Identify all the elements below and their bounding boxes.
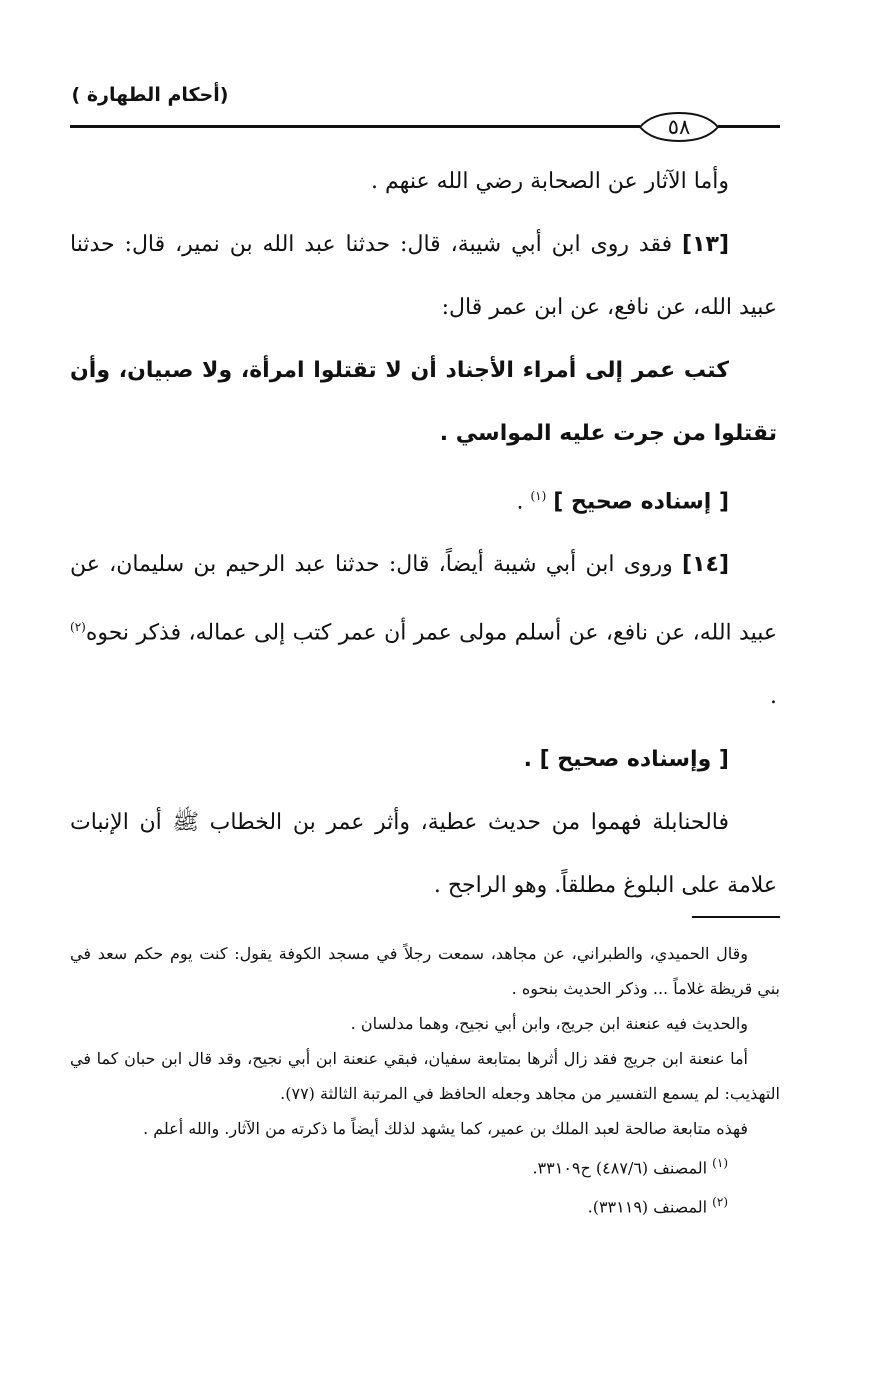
athar-number: [١٤] bbox=[682, 552, 729, 578]
footnote-continuation: أما عنعنة ابن جريج فقد زال أثرها بمتابعة سفيان، فبقي عنعنة ابن أبي نجيح، وقد قال ابن حبان كما في التهذيب: لم يسمع التفسير من مجاهد وجعله الحافظ في المرتبة الثالثة (٧٧). bbox=[70, 1049, 780, 1103]
athar-13-matn: كتب عمر إلى أمراء الأجناد أن لا تقتلوا امرأة، ولا صبيان، وأن تقتلوا من جرت عليه المواسي . bbox=[70, 358, 777, 446]
footnote-text: المصنف (٣٣١١٩). bbox=[587, 1197, 713, 1217]
grade-end: . bbox=[516, 489, 531, 515]
footnote-separator bbox=[692, 916, 780, 918]
footnote-mark: (١) bbox=[712, 1156, 728, 1170]
footnote-ref-1: (١) bbox=[530, 489, 547, 503]
footnote-ref-2: (٢) bbox=[70, 620, 86, 635]
athar-14-grade: [ وإسناده صحيح ] . bbox=[523, 746, 729, 772]
conclusion-paragraph: فالحنابلة فهموا من حديث عطية، وأثر عمر بن الخطاب ﷺ أن الإنبات علامة على البلوغ مطلقاً. وهو الراجح . bbox=[70, 809, 777, 898]
footnote-continuation: والحديث فيه عنعنة ابن جريج، وابن أبي نجيح، وهما مدلسان . bbox=[350, 1014, 748, 1033]
athar-14 bbox=[70, 533, 777, 727]
footnote-1 bbox=[70, 1146, 780, 1185]
athar-13 bbox=[70, 213, 777, 339]
footnotes bbox=[70, 936, 780, 1225]
grade-label: [ إسناده صحيح ] bbox=[553, 489, 729, 515]
header-rule-right bbox=[718, 125, 780, 128]
page-number: ٥٨ bbox=[667, 115, 691, 139]
header-rule bbox=[70, 125, 640, 128]
footnote-mark: (٢) bbox=[712, 1195, 728, 1210]
page-number-frame bbox=[638, 111, 720, 143]
athar-number: [١٣] bbox=[682, 232, 729, 257]
athar-end: . bbox=[770, 683, 777, 709]
athar-isnad: فقد روى ابن أبي شيبة، قال: حدثنا عبد الله بن نمير، قال: حدثنا عبيد الله، عن نافع، عن ابن عمر قال: bbox=[70, 232, 777, 320]
athar-13-grade bbox=[70, 465, 777, 533]
athar-isnad: وروى ابن أبي شيبة أيضاً، قال: حدثنا عبد الرحيم بن سليمان، عن عبيد الله، عن نافع، عن أسلم مولى عمر أن عمر كتب إلى عماله، فذكر نحوه bbox=[70, 552, 777, 646]
intro-line: وأما الآثار عن الصحابة رضي الله عنهم . bbox=[371, 169, 729, 194]
footnote-2 bbox=[70, 1185, 780, 1224]
footnote-continuation: فهذه متابعة صالحة لعبد الملك بن عمير، كما يشهد لذلك أيضاً ما ذكرته من الآثار. والله أعلم . bbox=[143, 1119, 748, 1138]
footnote-text: المصنف (٤٨٧/٦) ح٣٣١٠٩. bbox=[532, 1158, 713, 1178]
footnote-continuation: وقال الحميدي، والطبراني، عن مجاهد، سمعت رجلاً في مسجد الكوفة يقول: كنت يوم حكم سعد في بني قريظة غلاماً ... وذكر الحديث بنحوه . bbox=[70, 944, 780, 998]
main-text bbox=[70, 150, 777, 917]
running-header-title: (أحكام الطهارة ) bbox=[71, 84, 229, 106]
